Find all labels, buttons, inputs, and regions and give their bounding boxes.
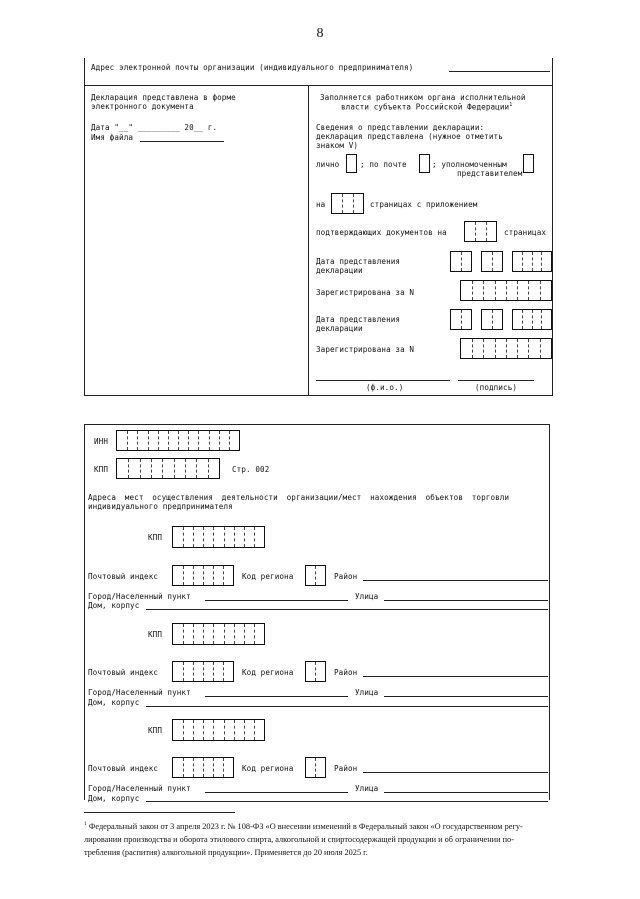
region-code-label: Код региона bbox=[242, 668, 294, 677]
postal-code-label: Почтовый индекс bbox=[88, 572, 159, 581]
by-mail-label: ; по почте bbox=[360, 160, 407, 169]
block-kpp-cells[interactable] bbox=[172, 526, 265, 548]
footnote-mark: 1 bbox=[84, 821, 87, 827]
house-field[interactable] bbox=[146, 609, 548, 610]
personally-checkbox[interactable] bbox=[346, 154, 357, 173]
district-field[interactable] bbox=[363, 772, 548, 773]
registered2-label: Зарегистрирована за N bbox=[316, 345, 415, 354]
date-month-cells[interactable] bbox=[481, 251, 503, 272]
info-line-3: знаком V) bbox=[316, 141, 359, 150]
signature-field[interactable] bbox=[458, 380, 534, 381]
confirming-docs-label: подтверждающих документов на bbox=[316, 228, 447, 237]
attachment-pages-cells[interactable] bbox=[464, 221, 497, 242]
file-name-field[interactable] bbox=[140, 141, 224, 142]
info-line-2: декларация представлена (нужное отметить bbox=[316, 132, 503, 141]
footnote-separator bbox=[84, 812, 235, 813]
block-kpp-label: КПП bbox=[148, 630, 163, 639]
street-label: Улица bbox=[355, 784, 379, 793]
date-submitted2-label-1: Дата представления bbox=[316, 315, 401, 324]
registration-number2-cells[interactable] bbox=[460, 338, 552, 359]
fio-caption: (ф.и.о.) bbox=[366, 383, 404, 392]
pages-label: страницах bbox=[504, 228, 547, 237]
city-field[interactable] bbox=[205, 600, 348, 601]
date-submitted2-label-2: декларации bbox=[316, 324, 363, 333]
region-code-cells[interactable] bbox=[305, 661, 326, 682]
district-label: Район bbox=[334, 764, 358, 773]
by-representative-checkbox[interactable] bbox=[523, 154, 534, 173]
address-heading-2: индивидуального предпринимателя bbox=[88, 502, 233, 511]
electronic-heading-1: Декларация представлена в форме bbox=[91, 93, 236, 102]
pages-count-cells[interactable] bbox=[331, 193, 364, 214]
date-label: Дата "__" _________ 20__ г. bbox=[91, 123, 218, 132]
date2-year-cells[interactable] bbox=[512, 309, 552, 330]
electronic-heading-2: электронного документа bbox=[91, 102, 194, 111]
street-field[interactable] bbox=[384, 792, 548, 793]
official-heading-1: Заполняется работником органа исполнительной bbox=[320, 93, 526, 102]
divider bbox=[84, 85, 553, 86]
fio-field[interactable] bbox=[316, 380, 450, 381]
date2-month-cells[interactable] bbox=[481, 309, 503, 330]
postal-code-cells[interactable] bbox=[172, 757, 234, 778]
house-field[interactable] bbox=[146, 801, 548, 802]
district-label: Район bbox=[334, 572, 358, 581]
footnote-line-1: $^1$ Федеральный закон от 3 апреля 2023 г. № 108-ФЗ «О внесении изменений в Федеральный закон «О государственном регу- bbox=[84, 821, 523, 831]
inn-cells[interactable] bbox=[116, 430, 240, 451]
email-field[interactable] bbox=[449, 71, 550, 72]
address-heading-1: Адреса мест осуществления деятельности организации/мест нахождения объектов торговли bbox=[88, 493, 510, 502]
page-label: Стр. 002 bbox=[232, 465, 270, 474]
footnote-line-3: требления (распития) алкогольной продукции». Применяется до 20 июля 2025 г. bbox=[84, 847, 368, 857]
registered-label: Зарегистрирована за N bbox=[316, 288, 415, 297]
street-label: Улица bbox=[355, 592, 379, 601]
inn-label: ИНН bbox=[94, 437, 109, 446]
page-number: 8 bbox=[316, 26, 324, 41]
column-divider bbox=[308, 86, 309, 396]
by-representative-label-1: ; уполномоченным bbox=[432, 160, 507, 169]
signature-caption: (подпись) bbox=[475, 383, 518, 392]
postal-code-label: Почтовый индекс bbox=[88, 764, 159, 773]
region-code-cells[interactable] bbox=[305, 757, 326, 778]
pages-with-attachment-label: страницах с приложением bbox=[370, 200, 478, 209]
block-kpp-label: КПП bbox=[148, 726, 163, 735]
file-name-label: Имя файла bbox=[91, 133, 134, 142]
region-code-label: Код региона bbox=[242, 572, 294, 581]
addresses-frame bbox=[84, 424, 550, 800]
street-label: Улица bbox=[355, 688, 379, 697]
email-label: Адрес электронной почты организации (индивидуального предпринимателя) bbox=[91, 63, 414, 72]
postal-code-label: Почтовый индекс bbox=[88, 668, 159, 677]
date2-day-cells[interactable] bbox=[450, 309, 472, 330]
postal-code-cells[interactable] bbox=[172, 661, 234, 682]
street-field[interactable] bbox=[384, 600, 548, 601]
district-field[interactable] bbox=[363, 580, 548, 581]
street-field[interactable] bbox=[384, 696, 548, 697]
registration-number-cells[interactable] bbox=[460, 280, 552, 301]
postal-code-cells[interactable] bbox=[172, 565, 234, 586]
block-kpp-cells[interactable] bbox=[172, 719, 265, 741]
by-representative-label-2: представителем bbox=[457, 169, 523, 178]
house-label: Дом, корпус bbox=[88, 698, 140, 707]
region-code-cells[interactable] bbox=[305, 565, 326, 586]
district-label: Район bbox=[334, 668, 358, 677]
house-label: Дом, корпус bbox=[88, 794, 140, 803]
city-label: Город/Населенный пункт bbox=[88, 784, 191, 793]
date-submitted-label-2: декларации bbox=[316, 266, 363, 275]
footnote bbox=[84, 818, 554, 859]
personally-label: лично bbox=[316, 160, 340, 169]
block-kpp-cells[interactable] bbox=[172, 623, 265, 645]
city-field[interactable] bbox=[205, 696, 348, 697]
date-year-cells[interactable] bbox=[512, 251, 552, 272]
footnote-line-2: лировании производства и оборота этилового спирта, алкогольной и спиртосодержащей продукции и об ограничении по- bbox=[84, 834, 514, 844]
date-day-cells[interactable] bbox=[450, 251, 472, 272]
city-label: Город/Населенный пункт bbox=[88, 688, 191, 697]
kpp-label: КПП bbox=[94, 465, 109, 474]
district-field[interactable] bbox=[363, 676, 548, 677]
footnote-ref: 1 bbox=[509, 102, 513, 108]
on-label: на bbox=[316, 200, 326, 209]
info-line-1: Сведения о представлении декларации: bbox=[316, 123, 485, 132]
city-label: Город/Населенный пункт bbox=[88, 592, 191, 601]
official-heading-2: власти субъекта Российской Федерации$^1$ bbox=[341, 102, 513, 112]
by-mail-checkbox[interactable] bbox=[419, 154, 430, 173]
kpp-cells[interactable] bbox=[116, 458, 220, 479]
region-code-label: Код региона bbox=[242, 764, 294, 773]
block-kpp-label: КПП bbox=[148, 533, 163, 542]
house-field[interactable] bbox=[146, 706, 548, 707]
date-submitted-label-1: Дата представления bbox=[316, 257, 401, 266]
house-label: Дом, корпус bbox=[88, 601, 140, 610]
city-field[interactable] bbox=[205, 792, 348, 793]
